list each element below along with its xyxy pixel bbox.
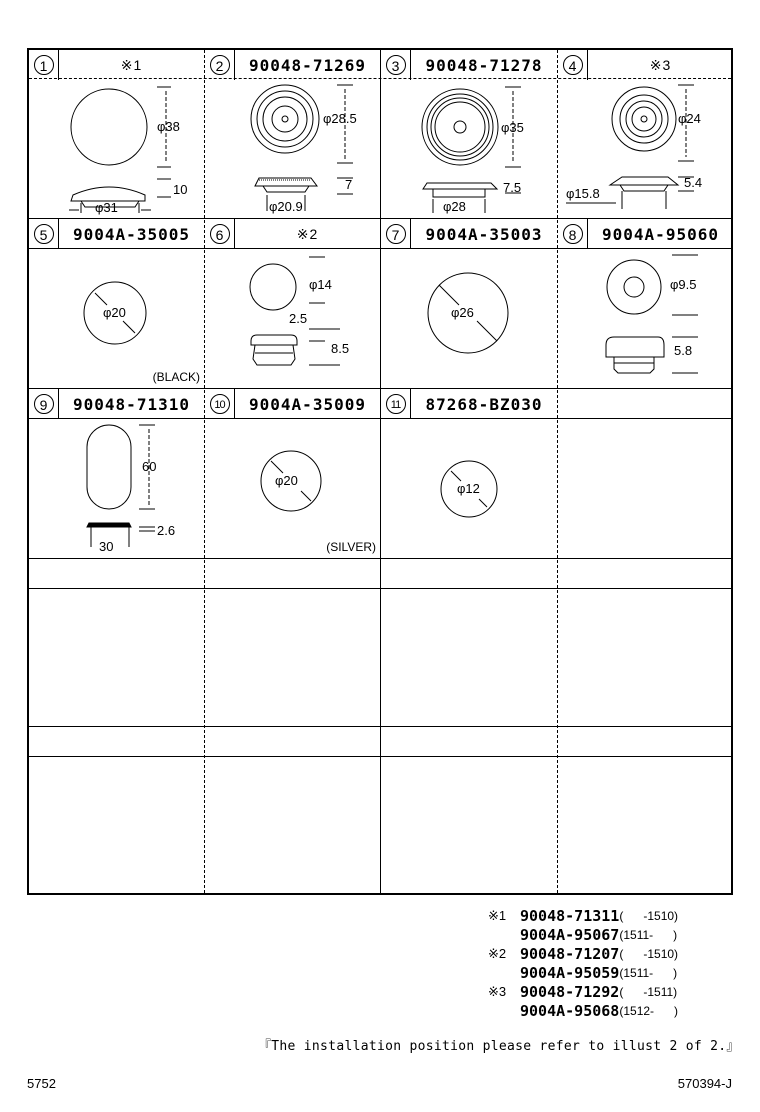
item-number-badge: 2 [205, 50, 235, 80]
dimension-label: φ9.5 [670, 277, 697, 292]
item-header-7 [381, 219, 557, 248]
dimension-label: 2.5 [289, 311, 308, 326]
note-row: ※3 90048-71292 ( -1511) [488, 982, 678, 1001]
row-divider [29, 756, 731, 757]
dimension-label: φ14 [309, 277, 332, 292]
dimension-label: φ20.9 [269, 199, 303, 214]
part-number: 9004A-35009 [249, 394, 366, 414]
empty-header [558, 389, 733, 418]
dimension-label: 5.8 [674, 343, 693, 358]
dimension-label: φ28.5 [323, 111, 357, 126]
item-header-10 [205, 389, 380, 418]
item-drawing-5 [29, 249, 204, 388]
item-header-3 [381, 50, 557, 78]
dimension-label: 2.6 [157, 523, 176, 538]
grommet-drawing [381, 79, 557, 218]
item-header-4 [558, 50, 733, 78]
item-drawing-2 [205, 79, 380, 218]
dimension-label: 7.5 [503, 180, 522, 195]
part-number: 9004A-35005 [73, 224, 190, 244]
dimension-label: φ12 [457, 481, 480, 496]
dimension-label: 8.5 [331, 341, 350, 356]
item-header-11 [381, 389, 557, 418]
part-number: 90048-71269 [249, 55, 366, 75]
note-row: ※1 90048-71311 ( -1510) [488, 906, 679, 925]
note-row: 9004A-95059 (1511- ) [520, 963, 678, 982]
item-drawing-10 [205, 419, 380, 558]
dimension-label: 30 [99, 539, 114, 554]
item-header-5 [29, 219, 204, 248]
dimension-label: φ20 [103, 305, 126, 320]
color-note: (BLACK) [152, 370, 200, 384]
installation-note: 『The installation position please refer to illust 2 of 2.』 [258, 1039, 740, 1054]
part-number: 90048-71278 [425, 55, 543, 75]
part-number: 90048-71310 [73, 394, 190, 414]
item-number-badge: 10 [205, 389, 235, 419]
illustration-id: 570394-J [677, 1076, 732, 1091]
note-row: ※2 90048-71207 ( -1510) [488, 944, 679, 963]
note-row: 9004A-95067 (1511- ) [520, 925, 678, 944]
dimension-label: φ24 [678, 111, 701, 126]
dimension-label: φ35 [501, 120, 524, 135]
item-header-2 [205, 50, 380, 78]
dimension-label: 60 [142, 459, 157, 474]
plug-drawing [205, 419, 380, 558]
dimension-label: φ15.8 [566, 186, 600, 201]
dimension-label: 5.4 [684, 175, 703, 190]
dimension-label: φ31 [95, 200, 118, 215]
grommet-drawing [558, 249, 733, 388]
item-number-badge: 8 [558, 219, 588, 249]
item-number-badge: 11 [381, 389, 411, 419]
page-code: 5752 [27, 1076, 56, 1091]
item-drawing-6 [205, 249, 380, 388]
item-drawing-7 [381, 249, 557, 388]
item-number-badge: 4 [558, 50, 588, 80]
part-number: ※2 [296, 225, 319, 242]
item-number-badge: 1 [29, 50, 59, 80]
oval-plug-drawing [29, 419, 204, 558]
parts-grid [27, 48, 733, 895]
item-drawing-9 [29, 419, 204, 558]
item-number-badge: 9 [29, 389, 59, 419]
item-number-badge: 7 [381, 219, 411, 249]
item-header-9 [29, 389, 204, 418]
dimension-label: 7 [345, 177, 353, 192]
item-drawing-4 [558, 79, 733, 218]
plug-drawing [29, 79, 204, 218]
item-header-6 [205, 219, 380, 248]
row-divider [29, 588, 731, 589]
dimension-label: φ26 [451, 305, 474, 320]
item-number-badge: 3 [381, 50, 411, 80]
part-number: ※1 [120, 56, 143, 73]
part-number: 9004A-35003 [425, 224, 543, 244]
grommet-drawing [205, 79, 380, 218]
item-header-1 [29, 50, 204, 78]
item-header-8 [558, 219, 733, 248]
item-number-badge: 6 [205, 219, 235, 249]
item-drawing-3 [381, 79, 557, 218]
dimension-label: φ20 [275, 473, 298, 488]
item-number-badge: 5 [29, 219, 59, 249]
item-drawing-1 [29, 79, 204, 218]
note-row: 9004A-95068 (1512- ) [520, 1001, 679, 1020]
dimension-label: 10 [173, 182, 188, 197]
dimension-label: φ28 [443, 199, 466, 214]
part-number: 9004A-95060 [602, 224, 719, 244]
row-divider [29, 726, 731, 727]
item-drawing-8 [558, 249, 733, 388]
part-number: ※3 [649, 56, 672, 73]
row-divider [29, 558, 731, 559]
alternate-part-notes [488, 906, 678, 1020]
dimension-label: φ38 [157, 119, 180, 134]
color-note: (SILVER) [326, 540, 376, 554]
item-drawing-11 [381, 419, 557, 558]
part-number: 87268-BZ030 [425, 394, 543, 414]
